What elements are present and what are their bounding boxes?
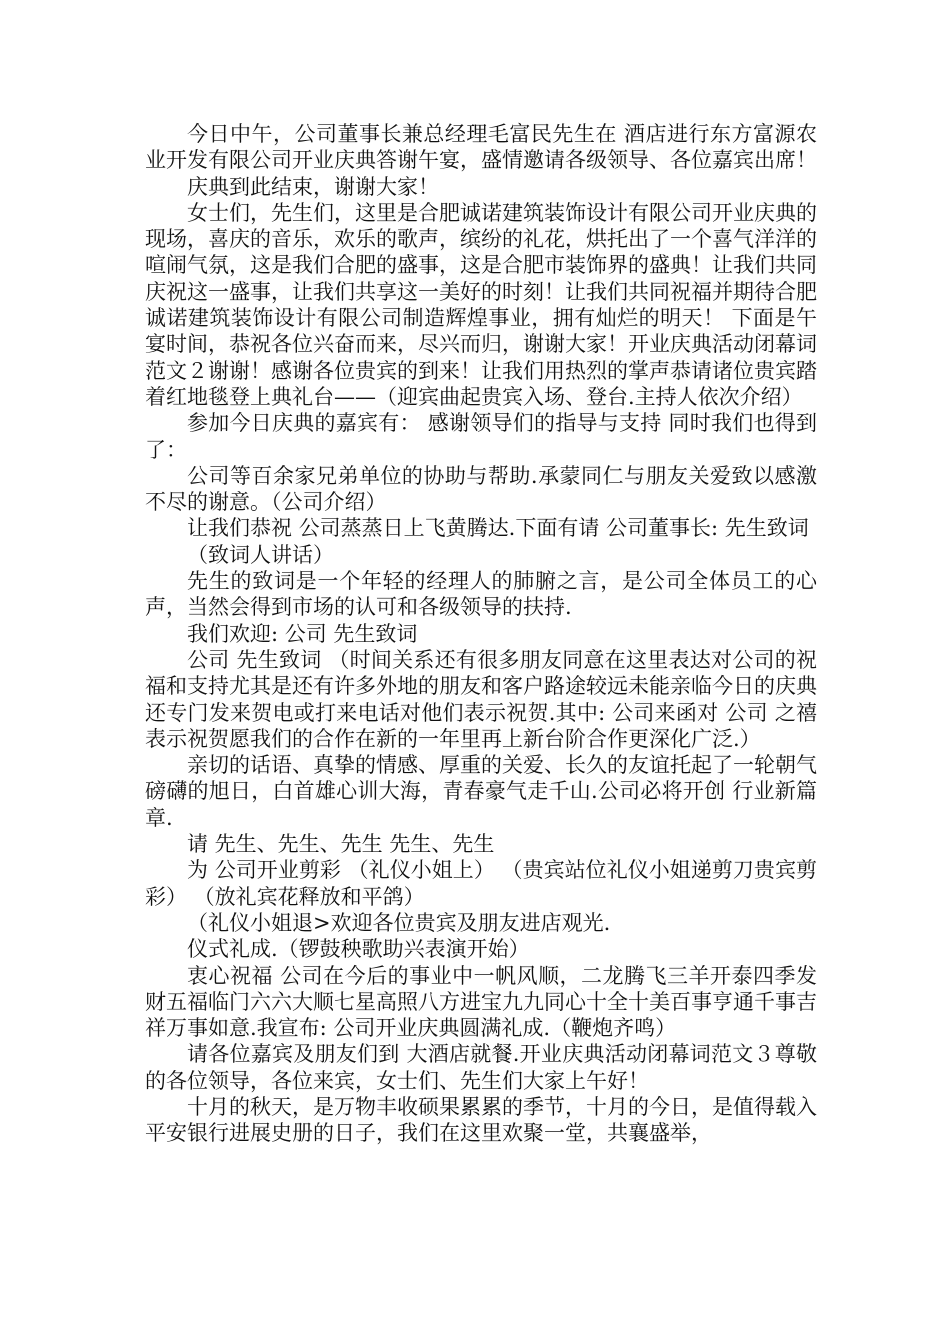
- paragraph: 公司等百余家兄弟单位的协助与帮助.承蒙同仁与朋友关爱致以感激不尽的谢意。（公司介绍）: [145, 463, 817, 515]
- paragraph: 我们欢迎: 公司 先生致词: [187, 621, 418, 646]
- paragraph: 请各位嘉宾及朋友们到 大酒店就餐.开业庆典活动闭幕词范文３尊敬的各位领导，各位来宾，女士们、先生们大家上午好！: [145, 1042, 817, 1093]
- paragraph: 请 先生、先生、先生 先生、先生: [187, 832, 495, 857]
- paragraph: （致词人讲话）: [187, 542, 334, 567]
- paragraph: 今日中午，公司董事长兼总经理毛富民先生在 酒店进行东方富源农业开发有限公司开业庆典答谢午宴，盛情邀请各级领导、各位嘉宾出席！: [145, 122, 817, 173]
- paragraph: 让我们恭祝 公司蒸蒸日上飞黄腾达.下面有请 公司董事长: 先生致词: [187, 516, 809, 541]
- paragraph: 参加今日庆典的嘉宾有： 感谢领导们的指导与支持 同时我们也得到了：: [145, 411, 817, 462]
- paragraph: 女士们，先生们，这里是合肥诚诺建筑装饰设计有限公司开业庆典的现场，喜庆的音乐，欢乐的歌声，缤纷的礼花，烘托出了一个喜气洋洋的喧闹气氛，这是我们合肥的盛事，这是合肥市装饰界的盛典！让我们共同庆祝这一盛事，让我们共享这一美好的时刻！让我们共同祝福并期待合肥诚诺建筑装饰设计有限公司制造辉煌事业，拥有灿烂的明天！ 下面是午宴时间，恭祝各位兴奋而来，尽兴而归，谢谢大家！开业庆典活动闭幕词范文２谢谢！感谢各位贵宾的到来！让我们用热烈的掌声恭请诸位贵宾踏着红地毯登上典礼台——（迎宾曲起贵宾入场、登台.主持人依次介绍）: [145, 200, 817, 409]
- document-body: [145, 121, 817, 1147]
- paragraph: 为 公司开业剪彩 （礼仪小姐上） （贵宾站位礼仪小姐递剪刀贵宾剪彩） （放礼宾花释放和平鸽）: [145, 858, 817, 909]
- paragraph: 公司 先生致词 （时间关系还有很多朋友同意在这里表达对公司的祝福和支持尤其是还有许多外地的朋友和客户路途较远未能亲临今日的庆典还专门发来贺电或打来电话对他们表示祝贺.其中: 公司来函对 公司 之禧表示祝贺愿我们的合作在新的一年里再上新台阶合作更深化广泛.）: [145, 647, 817, 751]
- paragraph: 仪式礼成.（锣鼓秧歌助兴表演开始）: [187, 937, 530, 962]
- paragraph: 亲切的话语、真挚的情感、厚重的关爱、长久的友谊托起了一轮朝气磅礴的旭日，白首雄心训大海，青春豪气走千山.公司必将开创 行业新篇章.: [145, 753, 817, 830]
- paragraph: 十月的秋天，是万物丰收硕果累累的季节，十月的今日，是值得载入平安银行进展史册的日子，我们在这里欢聚一堂，共襄盛举，: [145, 1094, 817, 1146]
- paragraph: （礼仪小姐退>欢迎各位贵宾及朋友进店观光.: [187, 910, 611, 935]
- paragraph: 庆典到此结束，谢谢大家！: [187, 174, 439, 199]
- paragraph: 衷心祝福 公司在今后的事业中一帆风顺，二龙腾飞三羊开泰四季发财五福临门六六大顺七星高照八方进宝九九同心十全十美百事亨通千事吉祥万事如意.我宣布: 公司开业庆典圆满礼成.（鞭炮齐鸣）: [145, 963, 817, 1041]
- paragraph: 先生的致词是一个年轻的经理人的肺腑之言，是公司全体员工的心声，当然会得到市场的认可和各级领导的扶持.: [145, 569, 817, 620]
